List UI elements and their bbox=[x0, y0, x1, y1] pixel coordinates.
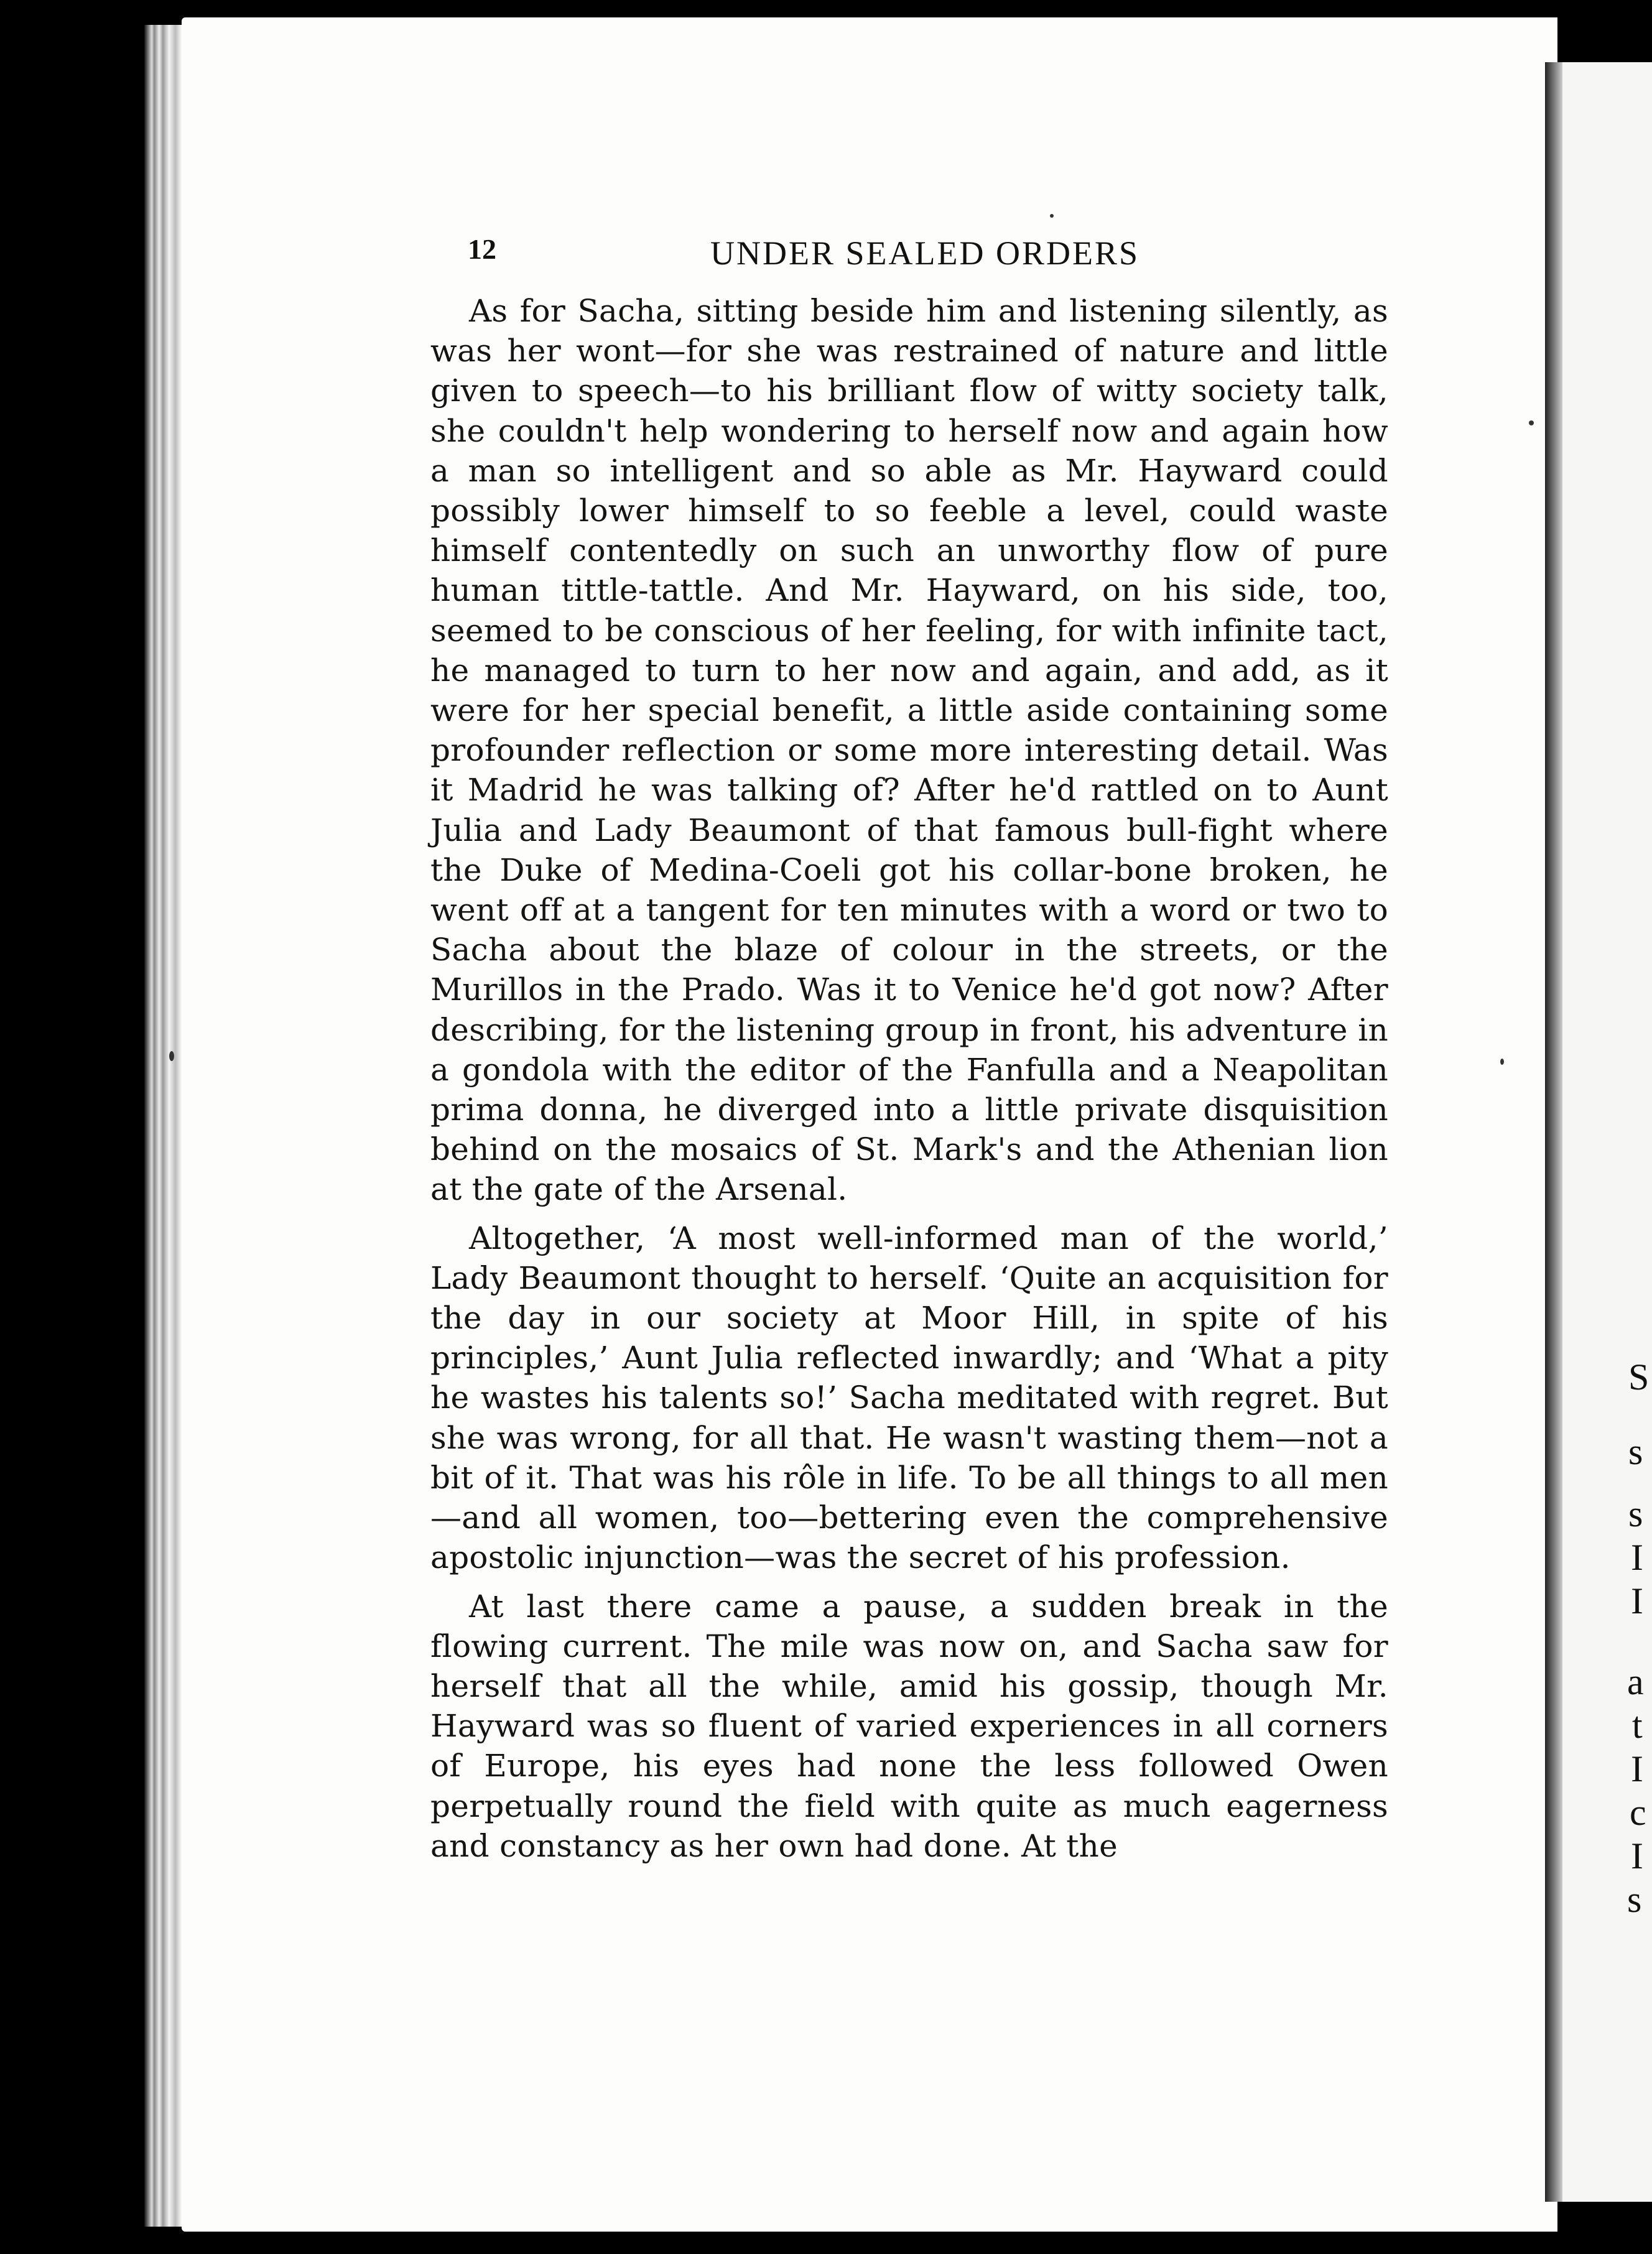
facing-page-letter: s bbox=[1628, 1431, 1643, 1472]
facing-page-letter: I bbox=[1631, 1580, 1643, 1621]
print-speck bbox=[1050, 214, 1054, 218]
page-number: 12 bbox=[468, 233, 496, 265]
paragraph: At last there came a pause, a sudden break in the flowing current. The mile was now on, and Sacha saw for herself that all the while, amid his gossip, though Mr. Hayward was so fluent of varied experiences in all corners of Europe, his eyes had none the less followed Owen perpetually round the field with quite as much eagerness and constancy as her own had done. At the bbox=[430, 1588, 1388, 1864]
facing-page-letter: s bbox=[1628, 1493, 1643, 1534]
book-gutter bbox=[1545, 62, 1562, 2202]
facing-page-letter: S bbox=[1628, 1357, 1650, 1398]
facing-page-letter: I bbox=[1631, 1537, 1643, 1578]
facing-page-letter: a bbox=[1627, 1661, 1644, 1702]
print-speck bbox=[1500, 1059, 1504, 1065]
facing-page-letter: t bbox=[1632, 1705, 1643, 1746]
print-speck bbox=[1529, 420, 1534, 425]
facing-page-letter: I bbox=[1631, 1835, 1643, 1876]
print-speck bbox=[169, 1051, 174, 1061]
paragraph: Altogether, ‘A most well-informed man of the world,’ Lady Beaumont thought to herself. ‘Quite an acquisition for the day in our society at Moor Hill, in spite of his principles,’ Aunt Julia reflected inwardly; and ‘What a pity he wastes his talents so!’ Sacha meditated with regret. But she was wrong, for all that. He wasn't wasting them—not a bit of it. That was his rôle in life. To be all things to all men—and all women, too—bettering even the comprehensive apostolic injunction—was the secret of his profession. bbox=[430, 1220, 1388, 1576]
paragraph: As for Sacha, sitting beside him and listening silently, as was her wont—for she was restrained of nature and little given to speech—to his brilliant flow of witty society talk, she couldn't help wondering to herself now and again how a man so intelligent and so able as Mr. Hayward could possibly lower himself to so feeble a level, could waste himself contentedly on such an unworthy flow of pure human tittle-tattle. And Mr. Hayward, on his side, too, seemed to be conscious of her feeling, for with infinite tact, he managed to turn to her now and again, and add, as it were for her special benefit, a little aside containing some profounder reflection or some more interesting detail. Was it Madrid he was talking of? After he'd rattled on to Aunt Julia and Lady Beaumont of that famous bull-fight where the Duke of Medina-Coeli got his collar-bone broken, he went off at a tangent for ten minutes with a word or two to Sacha about the blaze of colour in the streets, or the Murillos in the Prado. Was it to Venice he'd got now? After describing, for the listening group in front, his adventure in a gondola with the editor of the Fanfulla and a Neapolitan prima donna, he diverged into a little private disquisition behind on the mosaics of St. Mark's and the Athenian lion at the gate of the Arsenal. bbox=[430, 293, 1388, 1208]
facing-page-letter: I bbox=[1631, 1748, 1643, 1789]
facing-page-letter: c bbox=[1630, 1792, 1646, 1833]
page-header bbox=[468, 231, 1494, 287]
running-title: UNDER SEALED ORDERS bbox=[710, 234, 1140, 272]
body-text bbox=[430, 291, 1388, 1866]
facing-page-letter: s bbox=[1627, 1879, 1642, 1920]
